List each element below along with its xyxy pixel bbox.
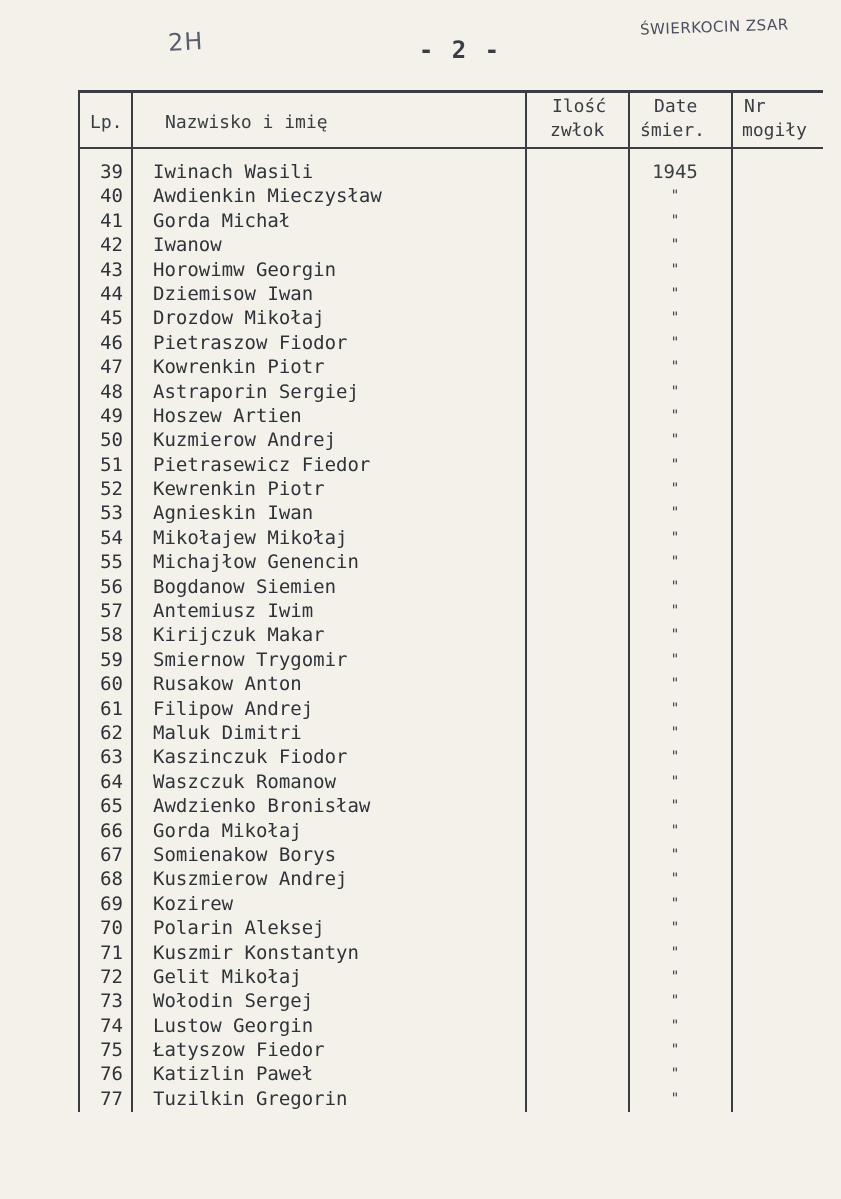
row-name: Rusakow Anton — [153, 673, 302, 696]
row-death-date: " — [670, 383, 680, 400]
table-row — [85, 867, 745, 891]
table-row — [85, 550, 745, 574]
row-name: Bogdanow Siemien — [153, 575, 337, 598]
row-number: 40 — [100, 185, 123, 208]
row-death-date: " — [670, 724, 680, 741]
row-death-date: " — [670, 529, 680, 546]
row-number: 60 — [100, 673, 123, 696]
row-name: Tuzilkin Gregorin — [153, 1087, 348, 1110]
table-row — [85, 941, 745, 965]
row-number: 56 — [100, 575, 123, 598]
table-row — [85, 1087, 745, 1111]
table-row — [85, 453, 745, 477]
table-row — [85, 477, 745, 501]
table-row — [85, 892, 745, 916]
row-number: 57 — [100, 600, 123, 623]
header-count-line1: Ilość — [552, 96, 607, 117]
row-number: 70 — [100, 917, 123, 940]
row-name: Kuzmierow Andrej — [153, 429, 337, 452]
row-number: 52 — [100, 478, 123, 501]
row-death-date: " — [670, 676, 680, 693]
row-number: 72 — [100, 965, 123, 988]
table-row — [85, 428, 745, 452]
row-death-date: " — [670, 237, 680, 254]
row-death-date: " — [670, 1066, 680, 1083]
row-death-date: " — [670, 505, 680, 522]
row-name: Horowimw Georgin — [153, 258, 337, 281]
row-death-date: " — [670, 920, 680, 937]
row-name: Lustow Georgin — [153, 1014, 314, 1037]
table-row — [85, 501, 745, 525]
row-death-date: 1945 — [652, 161, 698, 183]
row-death-date: " — [670, 261, 680, 278]
table-row — [85, 672, 745, 696]
table-row — [85, 1062, 745, 1086]
row-death-date: " — [670, 1042, 680, 1059]
row-name: Kaszinczuk Fiodor — [153, 746, 348, 769]
burial-list — [85, 160, 745, 1111]
row-name: Waszczuk Romanow — [153, 770, 337, 793]
row-name: Kirijczuk Makar — [153, 624, 325, 647]
row-name: Kozirew — [153, 892, 234, 915]
table-row — [85, 916, 745, 940]
table-row — [85, 526, 745, 550]
table-row — [85, 697, 745, 721]
row-number: 42 — [100, 234, 123, 257]
header-grave-line2: mogiły — [742, 120, 808, 141]
row-death-date: " — [670, 334, 680, 351]
row-number: 66 — [100, 819, 123, 842]
row-death-date: " — [670, 627, 680, 644]
table-row — [85, 355, 745, 379]
table-row — [85, 404, 745, 428]
row-name: Łatyszow Fiedor — [153, 1039, 325, 1062]
row-name: Iwinach Wasili — [153, 161, 314, 183]
row-name: Agnieskin Iwan — [153, 502, 314, 525]
row-number: 61 — [100, 697, 123, 720]
row-name: Gorda Michał — [153, 209, 291, 232]
row-name: Drozdow Mikołaj — [153, 307, 325, 330]
row-death-date: " — [670, 1090, 680, 1107]
row-number: 69 — [100, 892, 123, 915]
row-number: 43 — [100, 258, 123, 281]
row-death-date: " — [670, 603, 680, 620]
table-row — [85, 623, 745, 647]
row-name: Kewrenkin Piotr — [153, 478, 325, 501]
header-bottom-rule — [78, 147, 823, 149]
table-row — [85, 965, 745, 989]
row-number: 75 — [100, 1039, 123, 1062]
row-number: 73 — [100, 990, 123, 1013]
table-row — [85, 184, 745, 208]
row-death-date: " — [670, 1017, 680, 1034]
row-name: Wołodin Sergej — [153, 990, 314, 1013]
row-name: Dziemisow Iwan — [153, 282, 314, 305]
table-row — [85, 989, 745, 1013]
table-row — [85, 258, 745, 282]
left-border — [78, 92, 80, 1112]
table-row — [85, 1038, 745, 1062]
row-death-date: " — [670, 578, 680, 595]
row-name: Smiernow Trygomir — [153, 648, 348, 671]
row-death-date: " — [670, 407, 680, 424]
row-number: 50 — [100, 429, 123, 452]
table-row — [85, 770, 745, 794]
row-number: 39 — [100, 161, 123, 183]
row-name: Mikołajew Mikołaj — [153, 526, 348, 549]
row-death-date: " — [670, 481, 680, 498]
table-row — [85, 721, 745, 745]
table-row — [85, 380, 745, 404]
row-number: 77 — [100, 1087, 123, 1110]
page-number: - 2 - — [418, 36, 502, 64]
row-name: Somienakow Borys — [153, 843, 337, 866]
header-date-line1: Date — [654, 96, 698, 117]
row-death-date: " — [670, 651, 680, 668]
row-death-date: " — [670, 968, 680, 985]
row-death-date: " — [670, 798, 680, 815]
row-number: 47 — [100, 356, 123, 379]
row-name: Katizlin Paweł — [153, 1063, 314, 1086]
row-name: Awdienkin Mieczysław — [153, 185, 382, 208]
row-death-date: " — [670, 749, 680, 766]
row-death-date: " — [670, 554, 680, 571]
row-death-date: " — [670, 895, 680, 912]
row-number: 63 — [100, 746, 123, 769]
row-number: 45 — [100, 307, 123, 330]
row-death-date: " — [670, 822, 680, 839]
row-number: 68 — [100, 868, 123, 891]
row-death-date: " — [670, 871, 680, 888]
row-name: Polarin Aleksej — [153, 917, 325, 940]
table-top-rule — [78, 90, 823, 93]
row-death-date: " — [670, 285, 680, 302]
table-row — [85, 648, 745, 672]
row-number: 46 — [100, 331, 123, 354]
row-death-date: " — [670, 846, 680, 863]
row-name: Antemiusz Iwim — [153, 600, 314, 623]
table-row — [85, 160, 745, 184]
row-name: Gorda Mikołaj — [153, 819, 302, 842]
row-death-date: " — [670, 310, 680, 327]
table-row — [85, 819, 745, 843]
header-lp: Lp. — [90, 112, 123, 133]
table-row — [85, 599, 745, 623]
row-number: 67 — [100, 843, 123, 866]
table-row — [85, 794, 745, 818]
row-death-date: " — [670, 773, 680, 790]
row-death-date: " — [670, 188, 680, 205]
row-number: 71 — [100, 941, 123, 964]
header-name: Nazwisko i imię — [165, 112, 328, 133]
row-number: 44 — [100, 282, 123, 305]
row-number: 53 — [100, 502, 123, 525]
row-death-date: " — [670, 212, 680, 229]
row-death-date: " — [670, 944, 680, 961]
row-name: Pietraszow Fiodor — [153, 331, 348, 354]
row-number: 76 — [100, 1063, 123, 1086]
row-name: Kowrenkin Piotr — [153, 356, 325, 379]
row-death-date: " — [670, 456, 680, 473]
table-row — [85, 209, 745, 233]
handwritten-note-top-left: 2H — [167, 27, 205, 57]
row-number: 54 — [100, 526, 123, 549]
table-row — [85, 233, 745, 257]
row-death-date: " — [670, 432, 680, 449]
row-name: Pietrasewicz Fiedor — [153, 453, 371, 476]
table-row — [85, 331, 745, 355]
row-name: Kuszmir Konstantyn — [153, 941, 359, 964]
header-date-line2: śmier. — [640, 120, 706, 141]
row-number: 62 — [100, 721, 123, 744]
row-name: Astraporin Sergiej — [153, 380, 359, 403]
table-row — [85, 843, 745, 867]
row-death-date: " — [670, 359, 680, 376]
row-number: 55 — [100, 551, 123, 574]
row-name: Michajłow Genencin — [153, 551, 359, 574]
row-name: Kuszmierow Andrej — [153, 868, 348, 891]
row-number: 49 — [100, 404, 123, 427]
header-grave-line1: Nr — [744, 96, 766, 117]
table-row — [85, 306, 745, 330]
table-row — [85, 1014, 745, 1038]
row-death-date: " — [670, 993, 680, 1010]
row-name: Hoszew Artien — [153, 404, 302, 427]
table-row — [85, 282, 745, 306]
row-name: Filipow Andrej — [153, 697, 314, 720]
row-name: Awdzienko Bronisław — [153, 795, 371, 818]
row-number: 58 — [100, 624, 123, 647]
row-name: Iwanow — [153, 234, 222, 257]
row-number: 59 — [100, 648, 123, 671]
header-count-line2: zwłok — [550, 120, 605, 141]
row-name: Gelit Mikołaj — [153, 965, 302, 988]
row-name: Maluk Dimitri — [153, 721, 302, 744]
row-number: 51 — [100, 453, 123, 476]
row-number: 48 — [100, 380, 123, 403]
table-row — [85, 745, 745, 769]
row-number: 74 — [100, 1014, 123, 1037]
row-number: 64 — [100, 770, 123, 793]
row-number: 65 — [100, 795, 123, 818]
table-row — [85, 575, 745, 599]
handwritten-note-top-right: ŚWIERKOCIN ZSAR — [639, 15, 789, 39]
row-death-date: " — [670, 700, 680, 717]
row-number: 41 — [100, 209, 123, 232]
